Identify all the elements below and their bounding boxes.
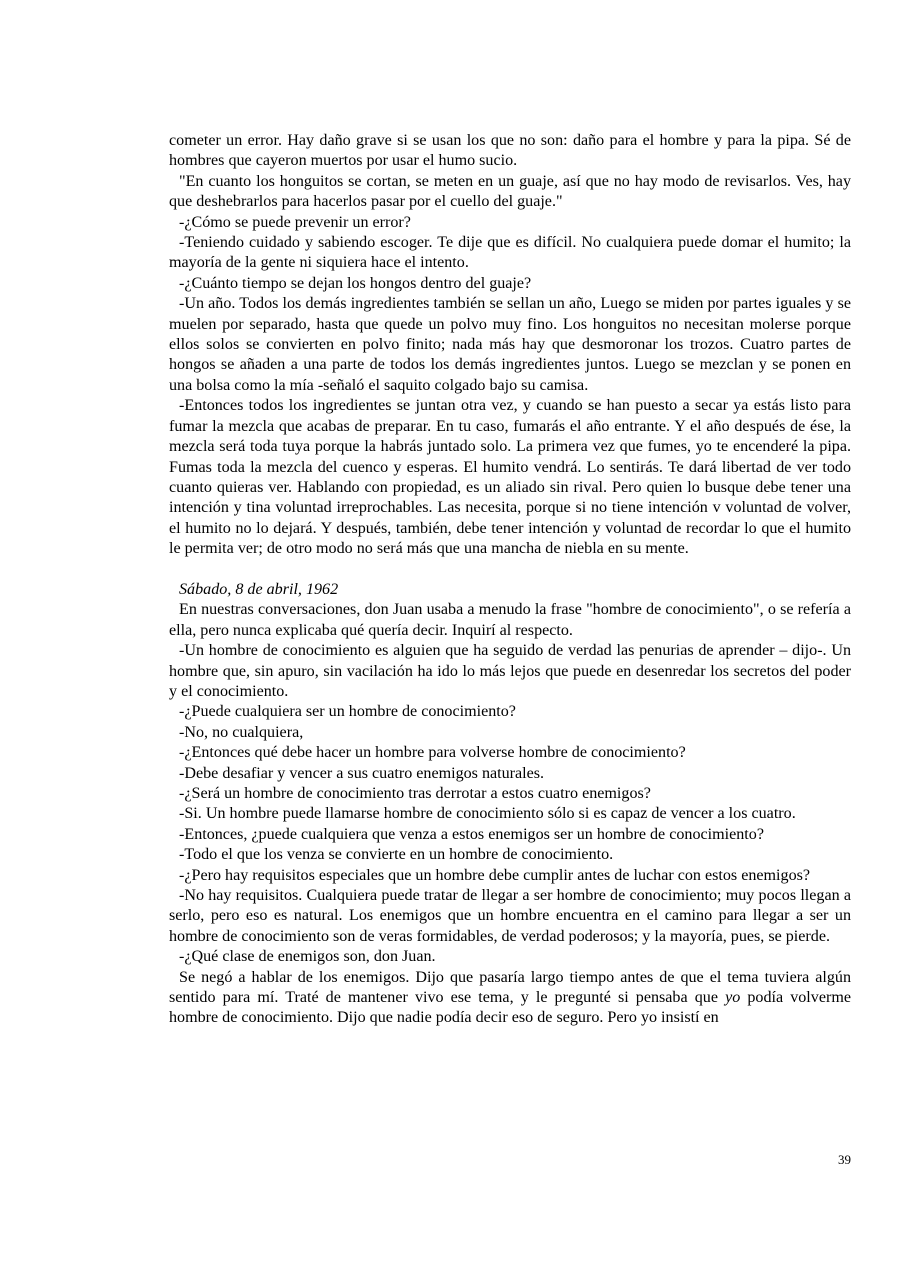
paragraph: -No, no cualquiera, <box>179 723 304 741</box>
text-section-smoke <box>169 131 851 560</box>
paragraph: cometer un error. Hay daño grave si se usan los que no son: daño para el hombre y para la pipa. Sé de hombres que cayeron muertos por usar el humo sucio. <box>169 132 851 170</box>
paragraph: -Un año. Todos los demás ingredientes también se sellan un año, Luego se miden por partes iguales y se muelen por separado, hasta que quede un polvo muy fino. Los honguitos no necesitan molerse porque ellos solos se convierten en polvo finito; nada más hay que desmoronar los trozos. Cuatro partes de hongos se añaden a una parte de todos los demás ingredientes juntos. Luego se mezclan y se ponen en una bolsa como la mía -señaló el saquito colgado bajo su camisa. <box>169 295 851 394</box>
paragraph: En nuestras conversaciones, don Juan usaba a menudo la frase "hombre de conocimiento", o se refería a ella, pero nunca explicaba qué quería decir. Inquirí al respecto. <box>169 601 851 639</box>
paragraph: -No hay requisitos. Cualquiera puede tratar de llegar a ser hombre de conocimiento; muy pocos llegan a serlo, pero eso es natural. Los enemigos que un hombre encuentra en el camino para llegar a ser un hombre de conocimiento son de veras formidables, de verdad poderosos; y la mayoría, pues, se pierde. <box>169 887 851 945</box>
italic-word: yo <box>725 989 741 1007</box>
paragraph: "En cuanto los honguitos se cortan, se meten en un guaje, así que no hay modo de revisarlos. Ves, hay que deshebrarlos para hacerlos pasar por el cuello del guaje." <box>169 172 851 211</box>
paragraph: -¿Pero hay requisitos especiales que un hombre debe cumplir antes de luchar con estos enemigos? <box>179 866 811 884</box>
paragraph: -¿Será un hombre de conocimiento tras derrotar a estos cuatro enemigos? <box>179 784 651 802</box>
paragraph: -Debe desafiar y vencer a sus cuatro enemigos naturales. <box>179 764 545 782</box>
paragraph: -Entonces todos los ingredientes se juntan otra vez, y cuando se han puesto a secar ya estás listo para fumar la mezcla que acabas de preparar. En tu caso, fumarás el año entrante. Y el año después de ése, la mezcla será toda tuya porque la habrás juntado solo. La primera vez que fumes, yo te encenderé la pipa. Fumas toda la mezcla del cuenco y esperas. El humito vendrá. Lo sentirás. Te dará libertad de ver todo cuanto quieras ver. Hablando con propiedad, es un aliado sin rival. Pero quien lo busque debe tener una intención y tina voluntad irreprochables. Las necesita, porque si no tiene intención v voluntad de volver, el humito no lo dejará. Y después, también, debe tener intención y voluntad de recordar lo que el humito le permita ver; de otro modo no será más que una mancha de niebla en su mente. <box>169 397 851 558</box>
paragraph-text: Se negó a hablar de los enemigos. Dijo que pasaría largo tiempo antes de que el tema tuviera algún sentido para mí. Traté de mantener vivo ese tema, y le pregunté si pensaba que <box>169 968 851 1007</box>
page-number: 39 <box>838 1152 851 1167</box>
paragraph: -¿Entonces qué debe hacer un hombre para volverse hombre de conocimiento? <box>179 744 686 762</box>
paragraph: -¿Cómo se puede prevenir un error? <box>179 213 411 231</box>
paragraph-text: podía volverme hombre de conocimiento. Dijo que nadie podía decir eso de seguro. Pero yo insistí en <box>169 989 851 1027</box>
paragraph: -¿Puede cualquiera ser un hombre de conocimiento? <box>179 703 516 721</box>
paragraph: -Todo el que los venza se convierte en un hombre de conocimiento. <box>179 846 614 864</box>
paragraph: -Un hombre de conocimiento es alguien que ha seguido de verdad las penurias de aprender – dijo-. Un hombre que, sin apuro, sin vacilación ha ido lo más lejos que puede en desenredar los secretos del poder y el conocimiento. <box>169 642 851 700</box>
section-spacer <box>169 560 851 580</box>
page-body <box>169 131 851 1029</box>
paragraph: -Entonces, ¿puede cualquiera que venza a estos enemigos ser un hombre de conocimiento? <box>179 825 764 843</box>
paragraph: -Si. Un hombre puede llamarse hombre de conocimiento sólo si es capaz de vencer a los cuatro. <box>179 805 796 823</box>
paragraph-last <box>169 968 851 1029</box>
paragraph: -Teniendo cuidado y sabiendo escoger. Te dije que es difícil. No cualquiera puede domar el humito; la mayoría de la gente ni siquiera hace el intento. <box>169 234 851 272</box>
paragraph: -¿Qué clase de enemigos son, don Juan. <box>179 948 436 966</box>
date-heading: Sábado, 8 de abril, 1962 <box>179 580 339 598</box>
paragraph: -¿Cuánto tiempo se dejan los hongos dentro del guaje? <box>179 274 532 292</box>
text-section-knowledge <box>169 600 851 1029</box>
